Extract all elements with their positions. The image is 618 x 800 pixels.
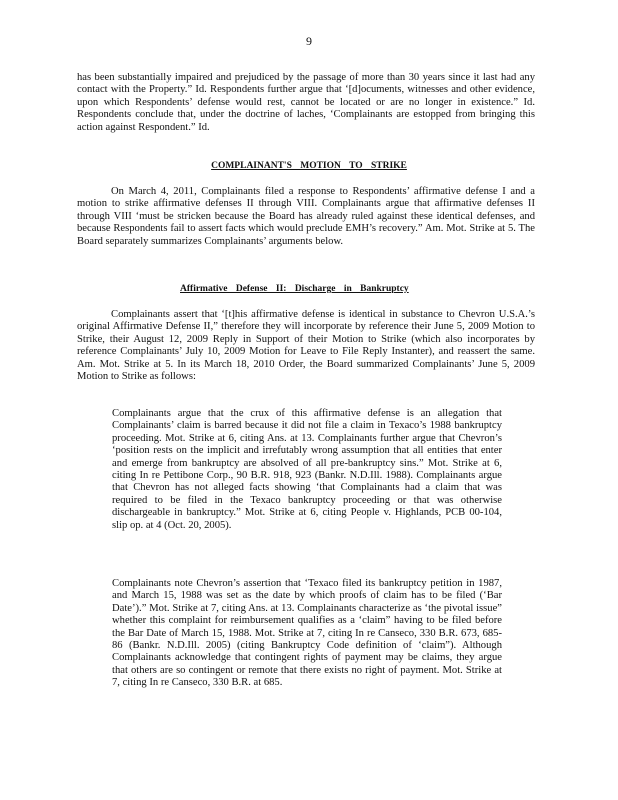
paragraph-motion-summary: On March 4, 2011, Complainants filed a response to Respondents’ affirmative defense I and a motion to strike affirmative defenses II through VIII. Complainants argue that affirmative defenses II through VIII ‘must be stricken because the Board has already ruled against these identical defenses, and because Respondents fail to assert facts which would preclude EMH’s recovery.” Am. Mot. Strike at 5. The Board separately summarizes Complainants’ arguments below. bbox=[77, 186, 535, 247]
heading-motion-to-strike-text: COMPLAINANT'S MOTION TO STRIKE bbox=[211, 161, 407, 171]
heading-motion-to-strike bbox=[0, 161, 618, 171]
page-number: 9 bbox=[306, 34, 312, 48]
heading-affirmative-defense-ii bbox=[180, 284, 440, 294]
heading-affirmative-defense-ii-text: Affirmative Defense II: Discharge in Bankruptcy bbox=[180, 284, 409, 294]
paragraph-laches: has been substantially impaired and prejudiced by the passage of more than 30 years since it last had any contact with the Property.” Id. Respondents further argue that ‘[d]ocuments, witnesses and other evidence, upon which Respondents’ defense would rest, cannot be located or are no longer in existence.” Id. Respondents conclude that, under the doctrine of laches, ‘Complainants are estopped from bringing this action against Respondent.” Id. bbox=[77, 72, 535, 133]
block-quote-1: Complainants argue that the crux of this affirmative defense is an allegation that Complainants’ claim is barred because it did not file a claim in Texaco’s 1988 bankruptcy proceeding. Mot. Strike at 6, citing Ans. at 13. Complainants further argue that Chevron’s ‘position rests on the implicit and irrefutably wrong assumption that all entities that enter and emerge from bankruptcy are absolved of all pre-bankruptcy sins.” Mot. Strike at 6, citing In re Pettibone Corp., 90 B.R. 918, 923 (Bankr. N.D.Ill. 1988). Complainants argue that Chevron has not alleged facts showing ‘that Complainants had a claim that was required to be filed in the Texaco bankruptcy proceeding or that was otherwise dischargeable in bankruptcy.” Mot. Strike at 6, citing People v. Highlands, PCB 00-104, slip op. at 4 (Oct. 20, 2005). bbox=[112, 408, 502, 531]
block-quote-2: Complainants note Chevron’s assertion that ‘Texaco filed its bankruptcy petition in 1987, and March 15, 1988 was set as the date by which proofs of claim has to be filed (‘Bar Date’).” Mot. Strike at 7, citing Ans. at 13. Complainants characterize as ‘the pivotal issue” whether this complaint for reimbursement qualifies as a ‘claim” having to be filed before the Bar Date of March 15, 1988. Mot. Strike at 7, citing In re Canseco, 330 B.R. 673, 685-86 (Bankr. N.D.Ill. 2005) (citing Bankruptcy Code definition of ‘claim”). Although Complainants acknowledge that contingent rights of payment may be claims, they argue that others are so contingent or remote that there exists no right of payment. Mot. Strike at 7, citing In re Canseco, 330 B.R. at 685. bbox=[112, 578, 502, 689]
paragraph-complainants-assert: Complainants assert that ‘[t]his affirmative defense is identical in substance to Chevron U.S.A.’s original Affirmative Defense II,” therefore they will incorporate by reference their June 5, 2009 Motion to Strike, their August 12, 2009 Reply in Support of their Motion to Strike (which also incorporates by reference Complainants’ July 10, 2009 Motion for Leave to File Reply Instanter), and reassert the same. Am. Mot. Strike at 5. In its March 18, 2010 Order, the Board summarized Complainants’ June 5, 2009 Motion to Strike as follows: bbox=[77, 309, 535, 383]
